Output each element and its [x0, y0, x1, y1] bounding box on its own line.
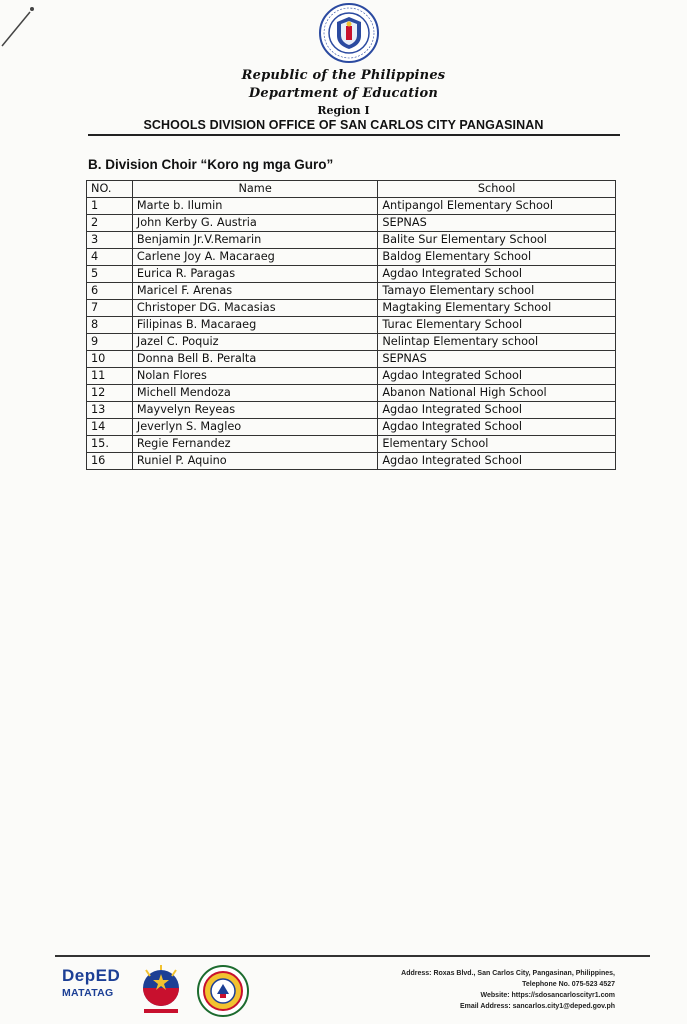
- row-no: 15.: [87, 436, 133, 453]
- deped-matatag-logo-icon: [62, 966, 126, 1014]
- header-school: School: [378, 181, 616, 198]
- row-name: Donna Bell B. Peralta: [132, 351, 377, 368]
- row-school: SEPNAS: [378, 215, 616, 232]
- row-no: 5: [87, 266, 133, 283]
- table-row: [87, 334, 616, 351]
- deped-logo-word: DepED: [62, 966, 121, 985]
- row-name: Regie Fernandez: [132, 436, 377, 453]
- row-school: SEPNAS: [378, 351, 616, 368]
- footer-contact: [401, 968, 615, 1012]
- choir-roster-table: [86, 180, 616, 470]
- table-row: [87, 368, 616, 385]
- header-region: Region I: [317, 104, 370, 117]
- table-row: [87, 249, 616, 266]
- row-name: Jazel C. Poquiz: [132, 334, 377, 351]
- header-name: Name: [132, 181, 377, 198]
- table-row: [87, 215, 616, 232]
- table-header-row: [87, 181, 616, 198]
- header-department: Department of Education: [248, 86, 439, 101]
- header-office: SCHOOLS DIVISION OFFICE OF SAN CARLOS CITY PANGASINAN: [143, 118, 544, 132]
- row-no: 11: [87, 368, 133, 385]
- table-row: [87, 266, 616, 283]
- row-name: Filipinas B. Macaraeg: [132, 317, 377, 334]
- table-row: [87, 385, 616, 402]
- deped-seal-icon: [318, 2, 380, 64]
- section-title: B. Division Choir “Koro ng mga Guro”: [88, 157, 334, 172]
- row-no: 2: [87, 215, 133, 232]
- row-no: 7: [87, 300, 133, 317]
- row-school: Agdao Integrated School: [378, 419, 616, 436]
- table-row: [87, 232, 616, 249]
- row-no: 1: [87, 198, 133, 215]
- row-name: Mayvelyn Reyeas: [132, 402, 377, 419]
- row-name: Carlene Joy A. Macaraeg: [132, 249, 377, 266]
- row-name: Jeverlyn S. Magleo: [132, 419, 377, 436]
- row-school: Agdao Integrated School: [378, 453, 616, 470]
- row-school: Agdao Integrated School: [378, 368, 616, 385]
- bagong-pilipinas-logo-icon: [136, 964, 186, 1016]
- row-no: 3: [87, 232, 133, 249]
- table-row: [87, 198, 616, 215]
- table-row: [87, 436, 616, 453]
- footer-telephone: Telephone No. 075-523 4527: [522, 981, 615, 988]
- row-no: 4: [87, 249, 133, 266]
- row-school: Turac Elementary School: [378, 317, 616, 334]
- row-name: Marte b. Ilumin: [132, 198, 377, 215]
- row-no: 8: [87, 317, 133, 334]
- matatag-logo-word: MATATAG: [62, 987, 114, 999]
- header-republic: Republic of the Philippines: [241, 68, 446, 83]
- table-row: [87, 402, 616, 419]
- row-school: Balite Sur Elementary School: [378, 232, 616, 249]
- footer-address: Address: Roxas Blvd., San Carlos City, Pangasinan, Philippines,: [401, 970, 615, 977]
- row-no: 13: [87, 402, 133, 419]
- sdo-san-carlos-seal-icon: [196, 964, 250, 1018]
- row-no: 12: [87, 385, 133, 402]
- row-school: Antipangol Elementary School: [378, 198, 616, 215]
- table-row: [87, 351, 616, 368]
- row-school: Magtaking Elementary School: [378, 300, 616, 317]
- table-row: [87, 300, 616, 317]
- row-name: Benjamin Jr.V.Remarin: [132, 232, 377, 249]
- row-name: Maricel F. Arenas: [132, 283, 377, 300]
- footer-website: Website: https://sdosancarloscityr1.com: [480, 992, 615, 999]
- table-row: [87, 283, 616, 300]
- header-no: NO.: [87, 181, 133, 198]
- footer-email: Email Address: sancarlos.city1@deped.gov.ph: [459, 1003, 615, 1010]
- table-row: [87, 317, 616, 334]
- header-divider: [88, 134, 620, 136]
- row-school: Agdao Integrated School: [378, 402, 616, 419]
- row-name: Nolan Flores: [132, 368, 377, 385]
- footer-divider: [55, 955, 650, 957]
- row-no: 14: [87, 419, 133, 436]
- row-name: Christoper DG. Macasias: [132, 300, 377, 317]
- row-no: 6: [87, 283, 133, 300]
- row-school: Abanon National High School: [378, 385, 616, 402]
- row-school: Tamayo Elementary school: [378, 283, 616, 300]
- table-row: [87, 453, 616, 470]
- row-name: Michell Mendoza: [132, 385, 377, 402]
- corner-mark-icon: [0, 0, 40, 50]
- row-no: 16: [87, 453, 133, 470]
- row-name: John Kerby G. Austria: [132, 215, 377, 232]
- row-no: 9: [87, 334, 133, 351]
- row-school: Nelintap Elementary school: [378, 334, 616, 351]
- row-school: Agdao Integrated School: [378, 266, 616, 283]
- row-no: 10: [87, 351, 133, 368]
- row-name: Runiel P. Aquino: [132, 453, 377, 470]
- table-row: [87, 419, 616, 436]
- row-school: Baldog Elementary School: [378, 249, 616, 266]
- row-name: Eurica R. Paragas: [132, 266, 377, 283]
- row-school: Elementary School: [378, 436, 616, 453]
